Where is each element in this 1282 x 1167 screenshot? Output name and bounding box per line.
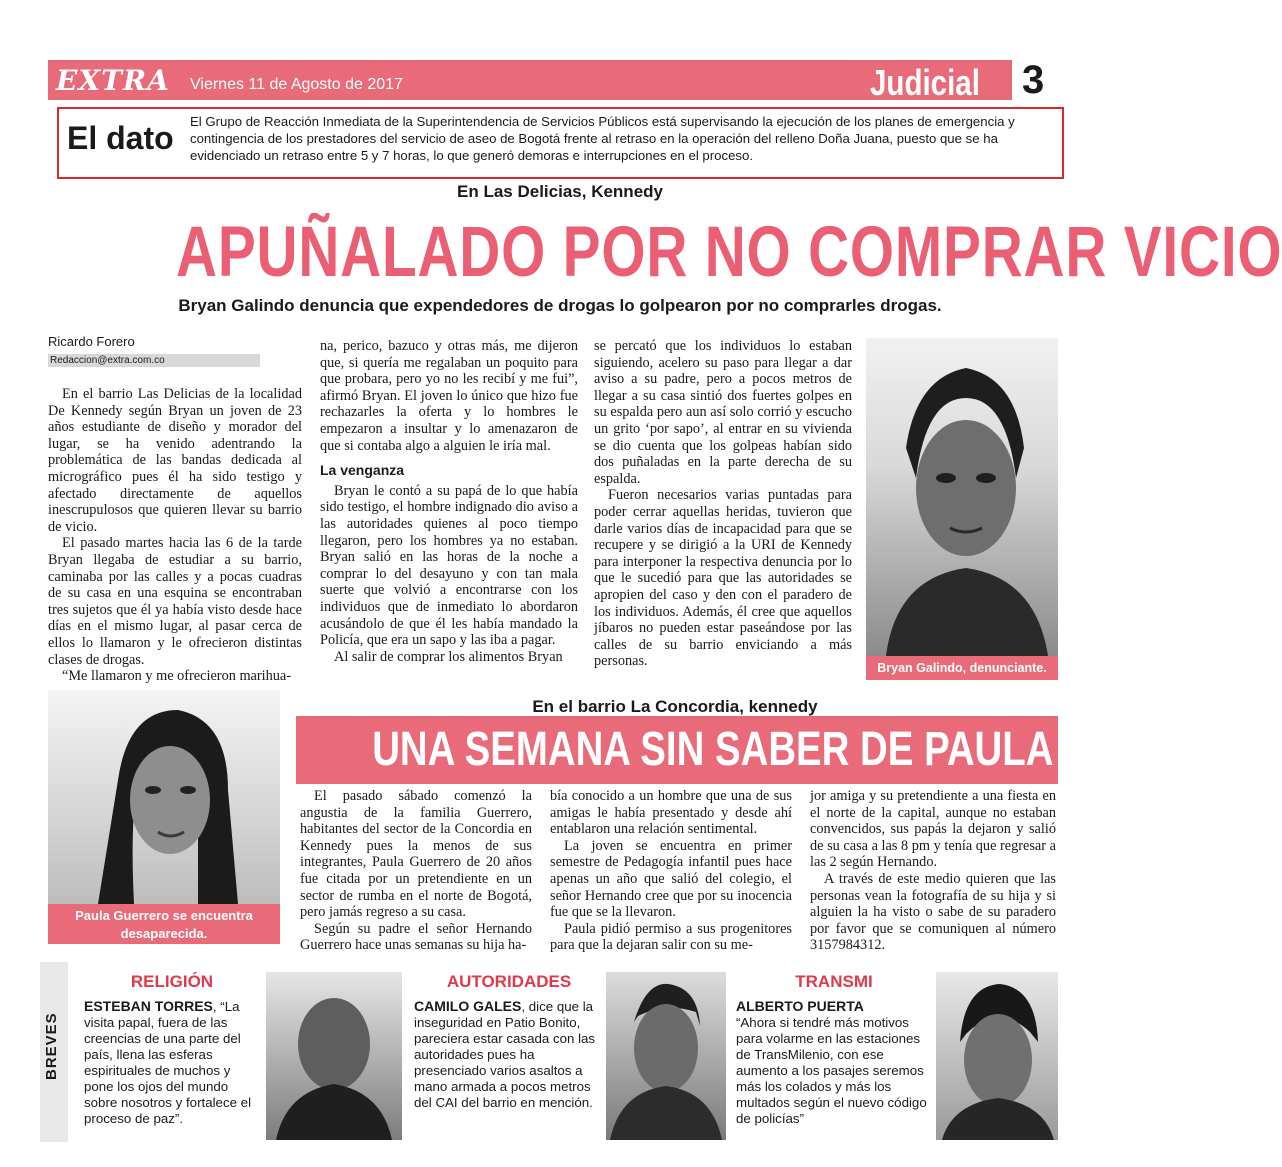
portrait-icon (48, 690, 280, 904)
brief-quote: , “La visita papal, fuera de las creencias de una parte del país, llena las esferas espirituales de muchos y pone los ojos del mundo sobre nosotros y fortalece el proceso de paz”. (84, 999, 252, 1126)
story2-kicker: En el barrio La Concordia, kennedy (532, 697, 818, 716)
paragraph: bía conocido a un hombre que una de sus amigas le había presentado y desde ahí entablaron una relación sentimental. (550, 788, 792, 838)
paula-photo (48, 690, 280, 904)
story2-column-2 (550, 788, 792, 954)
paragraph: El pasado martes hacia las 6 de la tarde Bryan llegaba de estudiar a su barrio, caminaba por las calles y a pocas cuadras de su casa en una esquina se encontraban tres sujetos que él ya había visto desde hace días en el mismo lugar, al pasar cerca de ellos lo llamaron y le ofrecieron distintas clases de drogas. (48, 535, 302, 668)
story1-headline: APUÑALADO POR NO COMPRAR VICIO (176, 213, 1282, 292)
paragraph: “Me llamaron y me ofrecieron marihua- (62, 668, 292, 685)
paragraph: se percató que los individuos lo estaban siguiendo, acelero su paso para llegar a dar aviso a su padre, pero a pocos metros de llegar a su casa sintió dos fuertes golpes en su espalda pero aun así solo corrió y escucho un grito ‘por sapo’, al entrar en su vivienda se dio cuenta que los golpeas habían sido dos puñaladas en la parte derecha de su espalda. (594, 338, 852, 487)
newspaper-logo: EXTRA (56, 64, 170, 97)
alberto-photo (936, 972, 1058, 1140)
story2-column-1 (300, 788, 532, 954)
paragraph: Según su padre el señor Hernando Guerrero hace unas semanas su hija ha- (300, 920, 532, 954)
paragraph: En el barrio Las Delicias de la localidad De Kennedy según Bryan un joven de 23 años estudiante de diseño y morador del lugar, se ha venido adentrando la problemática de las bandas dedicada al micrográfico pues él ha sido testigo y afectado directamente de aquellos inescrupulosos que quieren llevar su barrio de vicio. (48, 386, 302, 535)
portrait-icon (606, 972, 726, 1140)
paragraph: El pasado sábado comenzó la angustia de la familia Guerrero, habitantes del sector de la Concordia en Kennedy pues la menos de sus integrantes, Paula Guerrero de 20 años fue citada por un pretendiente en un sector de rumba en el norte de Bogotá, pero jamás regreso a su casa. (300, 788, 532, 921)
story1-deck: Bryan Galindo denuncia que expendedores de drogas lo golpearon por no comprarles drogas. (178, 296, 942, 315)
brief-text-transmi (736, 998, 934, 1127)
paula-photo-caption: Paula Guerrero se encuentra desaparecida. (48, 904, 280, 944)
paragraph: Paula pidió permiso a sus progenitores para que la dejaran salir con su me- (550, 920, 792, 954)
story2-headline: UNA SEMANA SIN SABER DE PAULA (372, 723, 1054, 776)
story1-column-2 (320, 338, 578, 665)
brief-name: CAMILO GALES (414, 998, 522, 1014)
esteban-photo (266, 972, 402, 1140)
section-title: Judicial (870, 62, 980, 103)
brief-quote: , dice que la inseguridad en Patio Bonito, pareciera estar casada con las autoridades pues ha presenciado varios asaltos a mano armada a pocos metros del CAI del barrio en mención. (414, 999, 596, 1110)
story1-column-3 (594, 338, 852, 670)
brief-quote: “Ahora si tendré más motivos para volarme en las estaciones de TransMilenio, con ese aumento a los pasajes seremos más los colados y más los multados según el nuevo código de policías” (736, 1015, 927, 1126)
paragraph: jor amiga y su pretendiente a una fiesta en el norte de la capital, aunque no estaban convencidos, sus papás la dejaron y salió de su casa a las 8 pm y tenía que regresar a las 2 según Hernando. (810, 788, 1056, 871)
paragraph: Al salir de comprar los alimentos Bryan (334, 648, 563, 665)
bryan-photo-caption: Bryan Galindo, denunciante. (866, 656, 1058, 680)
byline-email: Redaccion@extra.com.co (48, 354, 260, 367)
page-number: 3 (1022, 58, 1045, 102)
paragraph: La joven se encuentra en primer semestre de Pedagogía infantil pues hace apenas un año que salió del colegio, el señor Hernando cree que por su inocencia fue que se la llevaron. (550, 837, 792, 921)
brief-tag-transmi: TRANSMI (795, 972, 873, 991)
paragraph: na, perico, bazuco y otras más, me dijeron que, si quería me regalaban un poquito para que probara, pero yo no les recibí y me fui”, afirmó Bryan. El joven lo único que hizo fue rechazarles la oferta y lo hombres le empezaron a insultar y lo amenazaron de que si contaba algo a alguien le iría mal. (320, 338, 578, 454)
paragraph: Bryan le contó a su papá de lo que había sido testigo, el hombre indignado dio aviso a las autoridades quienes al poco tiempo llegaron, pero los hombres ya no estaban. Bryan salió en las horas de la noche a comprar lo del desayuno y con tan mala suerte que volvió a encontrarse con los individuos que de inmediato lo abordaron acusándolo de que él les había mandado la Policía, que era un sapo y las iba a pagar. (320, 482, 578, 649)
bryan-photo (866, 338, 1058, 656)
story2-column-3 (810, 788, 1056, 954)
brief-tag-religion: RELIGIÓN (130, 972, 214, 991)
issue-date: Viernes 11 de Agosto de 2017 (190, 76, 403, 93)
paragraph: Fueron necesarios varias puntadas para poder cerrar aquellas heridas, tuvieron que darle varios días de incapacidad para que se recupere y se dirigió a la URI de Kennedy para interponer la respectiva denuncia por lo que le sucedió para que las autoridades se apropien del caso y den con el paradero de los individuos. Además, él cree que aquellos jíbaros no pueden estar paseándose por las calles de su barrio enviciando a más personas. (594, 487, 852, 670)
portrait-icon (866, 338, 1058, 656)
portrait-icon (936, 972, 1058, 1140)
dato-text: El Grupo de Reacción Inmediata de la Superintendencia de Servicios Públicos está supervisando la ejecución de los planes de emergencia y contingencia de los prestadores del servicio de aseo de Bogotá frente al retraso en la operación del relleno Doña Juana, puesto que se ha evidenciado un retraso entre 5 y 7 horas, lo que generó demoras e interrupciones en el proceso. (190, 114, 1015, 163)
camilo-photo (606, 972, 726, 1140)
brief-tag-autoridades: AUTORIDADES (446, 972, 572, 991)
brief-text-religion (84, 998, 260, 1127)
breves-label: BREVES (43, 1012, 60, 1080)
story1-kicker: En Las Delicias, Kennedy (457, 182, 663, 201)
brief-name: ESTEBAN TORRES (84, 998, 213, 1014)
brief-text-autoridades (414, 998, 600, 1111)
portrait-icon (266, 972, 402, 1140)
paragraph: A través de este medio quieren que las personas vean la fotografía de su hija y si alguien la ha visto o sabe de su paradero por favor que se comuniquen al número 3157984312. (810, 870, 1056, 954)
story1-subhead: La venganza (320, 462, 405, 479)
story1-column-1 (48, 386, 302, 685)
dato-label: El dato (67, 120, 174, 156)
byline: Ricardo Forero (48, 334, 135, 349)
brief-name: ALBERTO PUERTA (736, 998, 864, 1014)
